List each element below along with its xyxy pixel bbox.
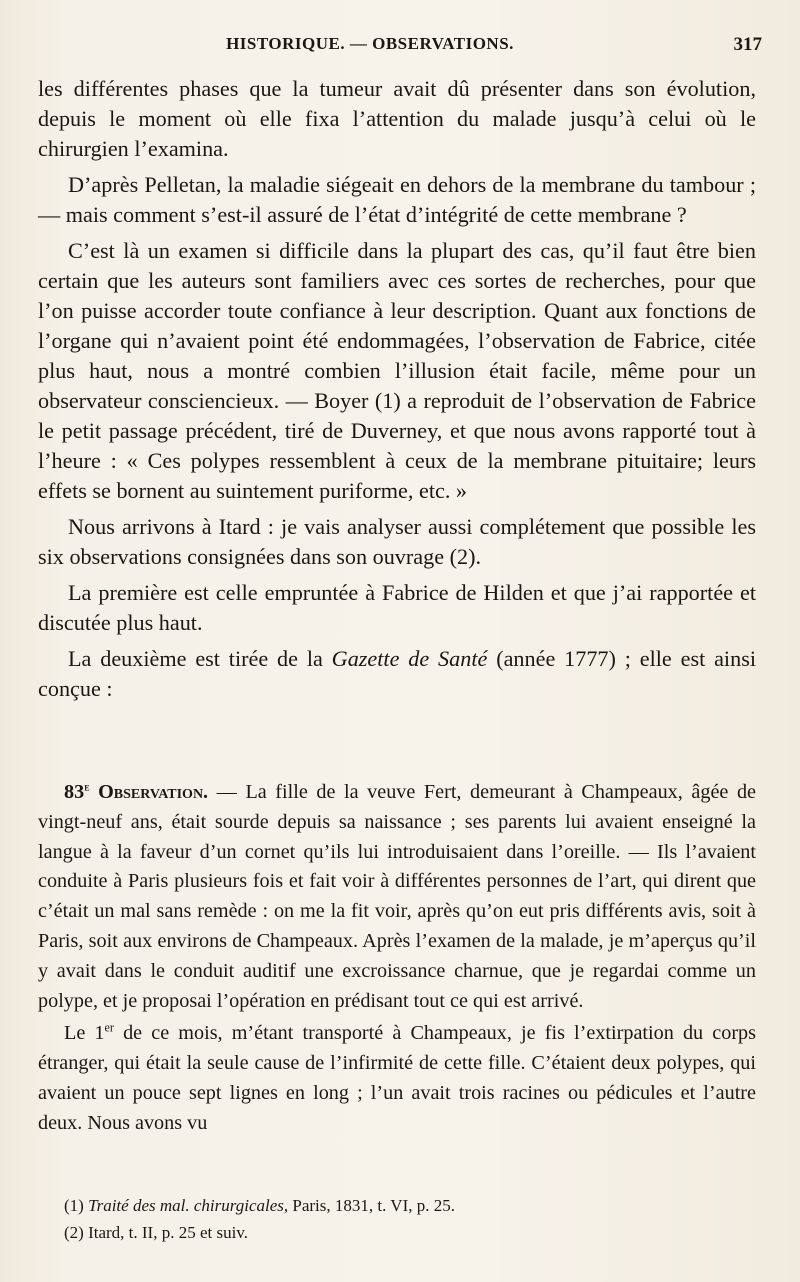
main-text bbox=[38, 74, 756, 710]
running-header bbox=[40, 34, 762, 60]
observation-text-1: — La fille de la veuve Fert, demeurant à Champeaux, âgée de vingt-neuf ans, était sourde depuis sa naissance ; ses parents lui avaient enseigné la langue à la faveur d’un cornet qu’ils lui introduisaient dans l’oreille. — Ils l’avaient conduite à Paris plusieurs fois et fait voir à différentes personnes de l’art, qui dirent que c’était un mal sans remède : on me la fit voir, après qu’on eut pris différents avis, soit à Paris, soit aux environs de Champeaux. Après l’examen de la malade, je m’aperçus qu’il y avait dans le conduit auditif une excroissance charnue, que je regardai comme un polype, et je proposai l’opération en prédisant tout ce qui est arrivé. bbox=[38, 781, 756, 1012]
footnote-1-title: Traité des mal. chirurgicales bbox=[88, 1196, 284, 1215]
footnote-1 bbox=[64, 1192, 754, 1219]
paragraph-5: La première est celle empruntée à Fabrice de Hilden et que j’ai rapportée et discutée plus haut. bbox=[38, 580, 756, 635]
page-number: 317 bbox=[733, 34, 762, 55]
observation-paragraph-1 bbox=[38, 778, 756, 1016]
footnote-1-ref: , Paris, 1831, t. VI, p. 25. bbox=[283, 1196, 455, 1215]
paragraph-6-end: (année 1777) ; elle est ainsi conçue : bbox=[38, 646, 756, 701]
paragraph-1: les différentes phases que la tumeur avait dû présenter dans son évolution, depuis le moment où elle fixa l’attention du malade jusqu’à celui où le chirurgien l’examina. bbox=[38, 76, 756, 161]
running-title: HISTORIQUE. — OBSERVATIONS. bbox=[226, 34, 514, 53]
paragraph-6-start: La deuxième est tirée de la bbox=[68, 646, 332, 671]
footnotes bbox=[64, 1192, 754, 1246]
observation-word: Observation. bbox=[98, 781, 209, 803]
observation-date-suffix: er bbox=[104, 1020, 114, 1035]
observation-number: 83 bbox=[64, 781, 85, 803]
paragraph-4: Nous arrivons à Itard : je vais analyser aussi complétement que possible les six observations consignées dans son ouvrage (2). bbox=[38, 514, 756, 569]
observation-text-2: de ce mois, m’étant transporté à Champeaux, je fis l’extirpation du corps étranger, qui était la seule cause de l’infirmité de cette fille. C’étaient deux polypes, qui avaient un pouce sept lignes en long ; l’un avait trois racines ou pédicules et l’autre deux. Nous avons vu bbox=[38, 1022, 756, 1134]
observation-number-suffix: e bbox=[84, 779, 90, 794]
observation-block bbox=[38, 778, 756, 1142]
observation-paragraph-2 bbox=[38, 1019, 756, 1138]
footnote-1-marker: (1) bbox=[64, 1196, 89, 1215]
paragraph-3: C’est là un examen si difficile dans la plupart des cas, qu’il faut être bien certain que les auteurs sont familiers avec ces sortes de recherches, pour que l’on puisse accorder toute confiance à leur description. Quant aux fonctions de l’organe qui n’avaient point été endommagées, l’observation de Fabrice, citée plus haut, nous a montré combien l’illusion était facile, même pour un observateur consciencieux. — Boyer (1) a reproduit de l’observation de Fabrice le petit passage précédent, tiré de Duverney, et que nous avons rapporté tout à l’heure : « Ces polypes ressemblent à ceux de la membrane pituitaire; leurs effets se bornent au suintement puriforme, etc. » bbox=[38, 238, 756, 503]
paragraph-6 bbox=[38, 644, 756, 704]
journal-title: Gazette de Santé bbox=[331, 646, 488, 671]
observation-date: Le 1 bbox=[64, 1022, 105, 1045]
footnote-2: (2) Itard, t. II, p. 25 et suiv. bbox=[64, 1223, 248, 1242]
observation-label bbox=[64, 781, 208, 803]
paragraph-2: D’après Pelletan, la maladie siégeait en dehors de la membrane du tambour ; — mais comment s’est-il assuré de l’état d’intégrité de cette membrane ? bbox=[38, 172, 756, 227]
